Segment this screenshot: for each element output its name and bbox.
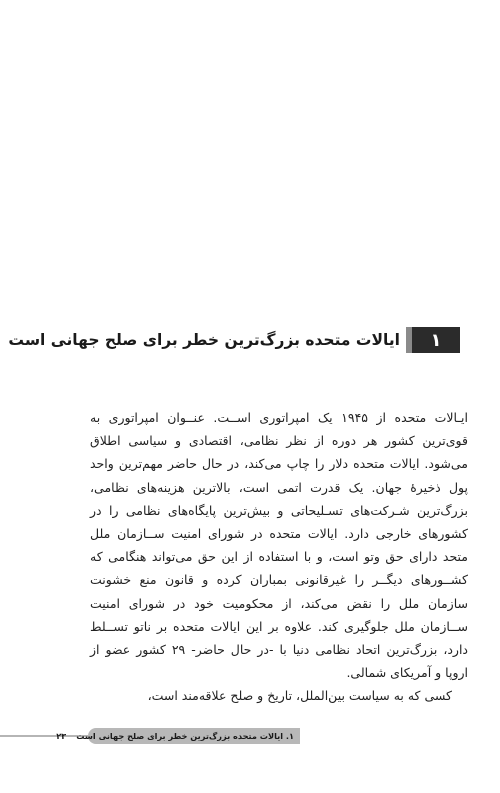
page-number: ۲۳	[56, 731, 67, 741]
paragraph: کسی که به سیاست بین‌الملل، تاریخ و صلح علاقه‌مند است،	[147, 688, 452, 704]
running-header-pill	[56, 728, 300, 744]
page-footer	[0, 728, 500, 744]
chapter-number-badge	[412, 327, 460, 353]
chapter-number: ۱	[430, 329, 442, 351]
chapter-heading	[8, 327, 460, 353]
chapter-title: ایالات متحده بزرگ‌ترین خطر برای صلح جهانی است	[8, 331, 400, 349]
paragraph: ایـالات متحده از ۱۹۴۵ یک امپراتوری اســت. عنــوان امپراتوری به قوی‌ترین کشور هر دوره از نظر نظامی، اقتصادی و سیاسی اطلاق می‌شود. ایالات متحده دلار را چاپ می‌کند، در حال حاضر مهم‌ترین واحد پول ذخیرهٔ جهان. یک قدرت اتمی است، بالاترین هزینه‌های نظامی، بزرگ‌ترین شـرکت‌های تسـلیحاتی و بیش‌ترین پایگاه‌های نظامی را در کشورهای خارجی دارد. ایالات متحده در شورای امنیت ســازمان ملل متحد دارای حق وتو است، و با استفاده از این حق می‌تواند هنگامی که کشــورهای دیگــر را غیرقانونی بمباران کرده و قانون منع خشونت سازمان ملل را نقض می‌کند، از محکومیت خود در شورای امنیت ســازمان ملل جلوگیری کند. علاوه بر این ایالات متحده بر ناتو تســلط دارد، بزرگ‌ترین اتحاد نظامی دنیا با -در حال حاضر- ۲۹ کشور عضو از اروپا و آمریکای شمالی.	[90, 410, 468, 681]
running-title: ۱. ایالات متحده بزرگ‌ترین خطر برای صلح جهانی است	[76, 731, 294, 741]
body-text	[90, 406, 468, 708]
